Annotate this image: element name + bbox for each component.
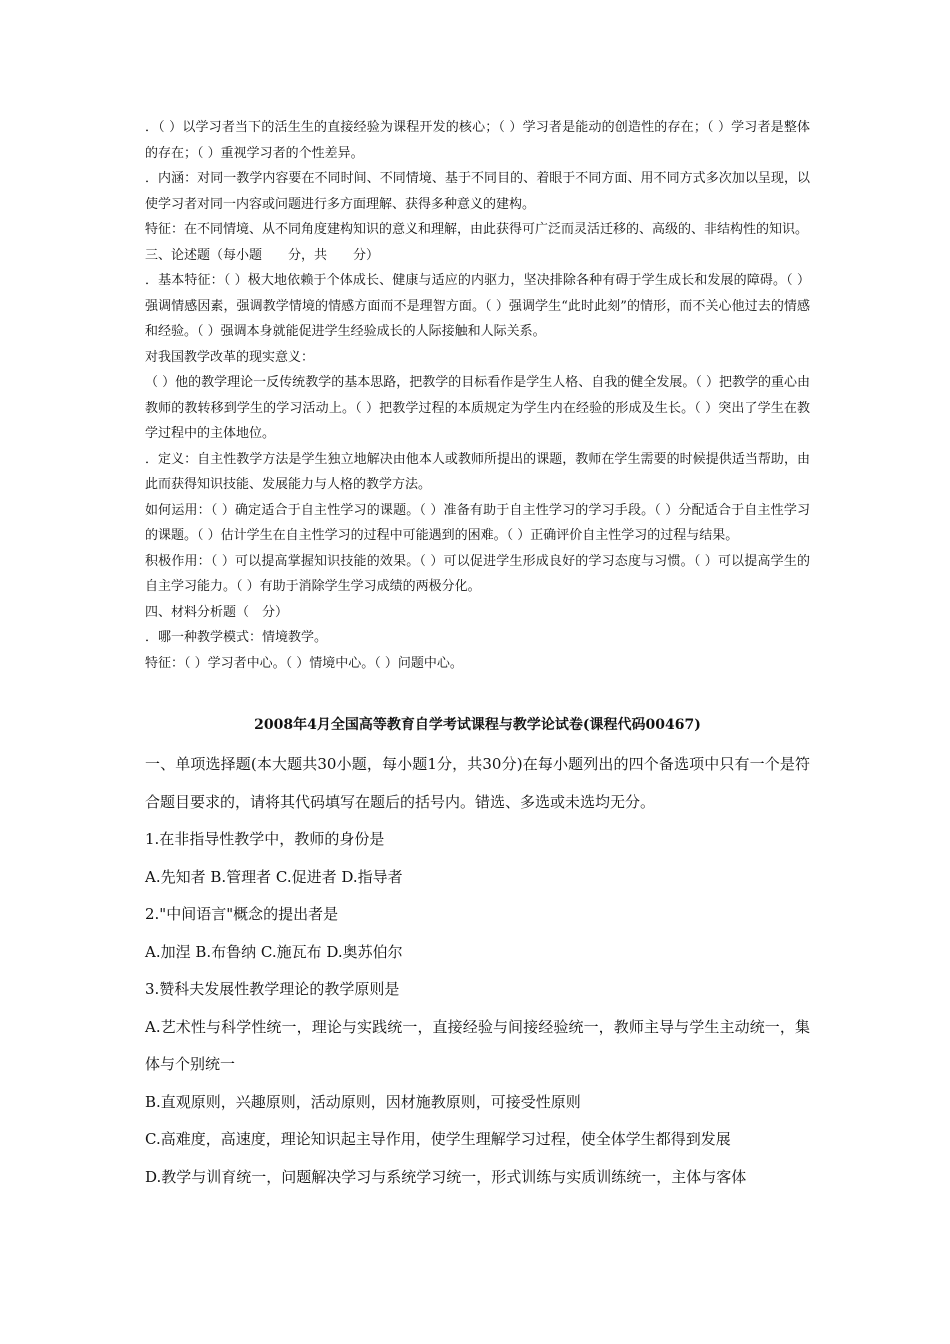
answer-paragraph: （ ）他的教学理论一反传统教学的基本思路，把教学的目标看作是学生人格、自我的健全发展。（ ）把教学的重心由教师的教转移到学生的学习活动上。（ ）把教学过程的本质规定为学生内在经验的形成及生长。（ ）突出了学生在教学过程中的主体地位。 — [145, 375, 810, 441]
answer-paragraph: ．（ ）以学习者当下的活生生的直接经验为课程开发的核心；（ ）学习者是能动的创造性的存在；（ ）学习者是整体的存在；（ ）重视学习者的个性差异。 — [145, 120, 810, 161]
answer-paragraph: ．基本特征：（ ）极大地依赖于个体成长、健康与适应的内驱力，坚决排除各种有碍于学生成长和发展的障碍。（ ）强调情感因素，强调教学情境的情感方面而不是理智方面。（ ）强调学生“此时此刻”的情形，而不关心他过去的情感和经验。（ ）强调本身就能促进学生经验成长的人际接触和人际关系。 — [145, 273, 810, 339]
answer-paragraph: 积极作用：（ ）可以提高掌握知识技能的效果。（ ）可以促进学生形成良好的学习态度与习惯。（ ）可以提高学生的自主学习能力。（ ）有助于消除学生学习成绩的两极分化。 — [145, 553, 810, 594]
question-options: A.加涅 B.布鲁纳 C.施瓦布 D.奥苏伯尔 — [145, 942, 403, 961]
answer-paragraph: 特征：在不同情境、从不同角度建构知识的意义和理解，由此获得可广泛而灵活迁移的、高级的、非结构性的知识。 — [145, 222, 809, 237]
question-option: D.教学与训育统一，问题解决学习与系统学习统一，形式训练与实质训练统一，主体与客体 — [145, 1167, 747, 1186]
question-option: A.艺术性与科学性统一，理论与实践统一，直接经验与间接经验统一，教师主导与学生主动统一，集体与个别统一 — [145, 1017, 810, 1073]
answer-paragraph: 如何运用：（ ）确定适合于自主性学习的课题。（ ）准备有助于自主性学习的学习手段。（ ）分配适合于自主性学习的课题。（ ）估计学生在自主性学习的过程中可能遇到的困难。（ ）正确评价自主性学习的过程与结果。 — [145, 502, 810, 543]
question-stem: 3.赞科夫发展性教学理论的教学原则是 — [145, 980, 400, 998]
exam-section — [145, 712, 810, 1196]
section-gap — [145, 676, 810, 712]
answer-paragraph: ．定义：自主性教学方法是学生独立地解决由他本人或教师所提出的课题，教师在学生需要的时候提供适当帮助，由此而获得知识技能、发展能力与人格的教学方法。 — [145, 451, 810, 492]
answer-section — [145, 115, 810, 676]
question-stem: 1.在非指导性教学中，教师的身份是 — [145, 830, 385, 848]
section-heading: 三、论述题（每小题 分，共 分） — [145, 247, 380, 263]
question-option: C.高难度，高速度，理论知识起主导作用，使学生理解学习过程，使全体学生都得到发展 — [145, 1130, 731, 1148]
answer-paragraph: 特征：（ ）学习者中心。（ ）情境中心。（ ）问题中心。 — [145, 655, 463, 671]
answer-paragraph: ．哪一种教学模式：情境教学。 — [145, 630, 328, 645]
document-page — [145, 115, 810, 1196]
answer-paragraph: ．内涵：对同一教学内容要在不同时间、不同情境、基于不同目的、着眼于不同方面、用不同方式多次加以呈现，以使学习者对同一内容或问题进行多方面理解、获得多种意义的建构。 — [145, 171, 810, 212]
question-option: B.直观原则，兴趣原则，活动原则，因材施教原则，可接受性原则 — [145, 1092, 581, 1111]
section-heading: 四、材料分析题（ 分） — [145, 604, 289, 620]
question-stem: 2."中间语言"概念的提出者是 — [145, 905, 339, 923]
answer-paragraph: 对我国教学改革的现实意义： — [145, 349, 315, 365]
exam-instructions: 一、单项选择题(本大题共30小题，每小题1分，共30分)在每小题列出的四个备选项中只有一个是符合题目要求的，请将其代码填写在题后的括号内。错选、多选或未选均无分。 — [145, 755, 810, 811]
exam-title: 2008年4月全国高等教育自学考试课程与教学论试卷(课程代码00467) — [254, 717, 701, 733]
question-options: A.先知者 B.管理者 C.促进者 D.指导者 — [145, 867, 403, 886]
